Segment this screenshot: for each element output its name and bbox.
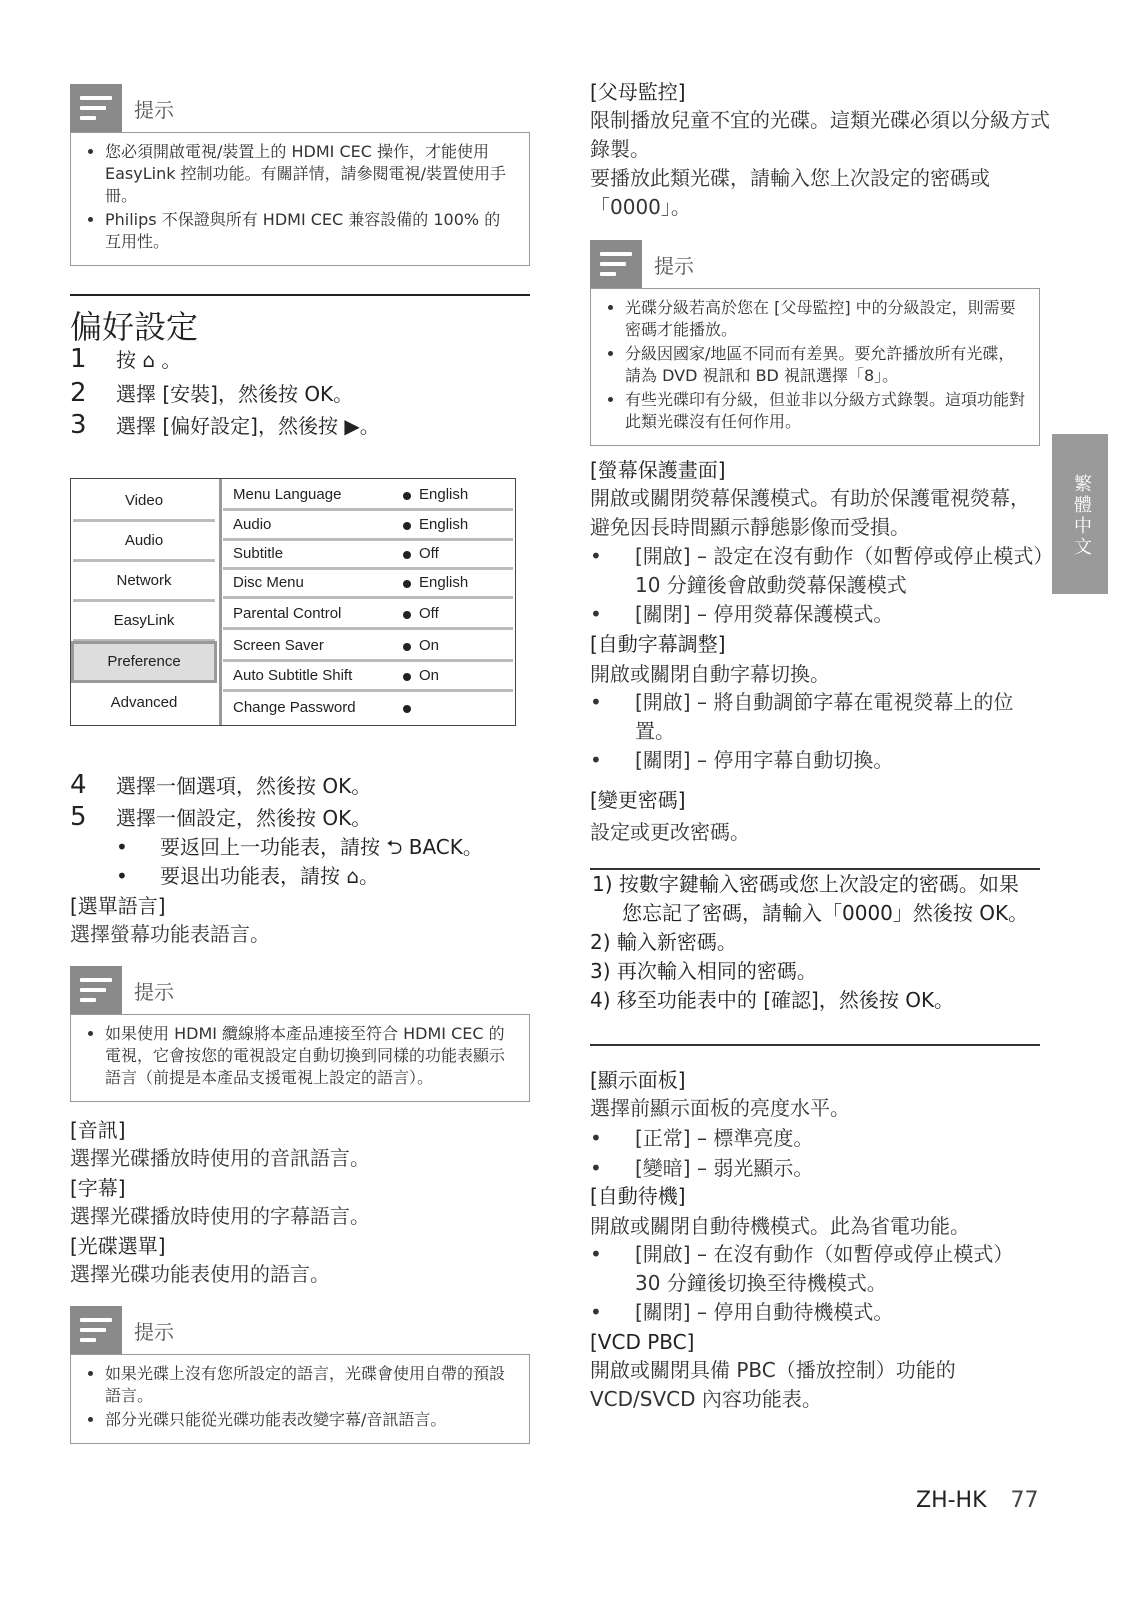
autosub-on: • [開啟] – 將自動調節字幕在電視熒幕上的位置。 bbox=[635, 688, 1025, 746]
language-side-tab: 繁體中文 bbox=[1052, 434, 1108, 594]
note-icon bbox=[70, 1306, 122, 1354]
menu-tabs bbox=[71, 479, 222, 725]
note-icon bbox=[70, 84, 122, 132]
vcd-desc: 開啟或關閉具備 PBC（播放控制）功能的 VCD/SVCD 內容功能表。 bbox=[590, 1358, 956, 1411]
sub-bullet: • 要返回上一功能表，請按 ⮌ BACK。 bbox=[160, 833, 483, 861]
step-4: 4 選擇一個選項，然後按 OK。 bbox=[70, 770, 372, 800]
standby-off: • [關閉] – 停用自動待機模式。 bbox=[635, 1298, 1050, 1327]
note-box-2 bbox=[70, 966, 530, 1102]
screensaver-title: [螢幕保護畫面] bbox=[590, 458, 726, 482]
menu-language-title: [選單語言] bbox=[70, 894, 166, 918]
menu-row[interactable]: Disc Menu English bbox=[223, 569, 513, 599]
settings-menu bbox=[70, 478, 516, 726]
menu-row[interactable]: Menu Language English bbox=[223, 481, 513, 511]
disc-menu-title: [光碟選單] bbox=[70, 1234, 166, 1258]
menu-tab-preference[interactable]: Preference bbox=[71, 641, 217, 683]
note-icon bbox=[590, 240, 642, 288]
note-item: • 有些光碟印有分級，但並非以分級方式錄製。這項功能對此類光碟沒有任何作用。 bbox=[625, 389, 1025, 433]
vcd-title: [VCD PBC] bbox=[590, 1330, 695, 1354]
display-title: [顯示面板] bbox=[590, 1068, 686, 1092]
step-2: 2 選擇 [安裝]，然後按 OK。 bbox=[70, 378, 354, 408]
menu-language-desc: 選擇螢幕功能表語言。 bbox=[70, 922, 270, 946]
changepw-step: 2) 輸入新密碼。 bbox=[590, 930, 737, 954]
autosub-off: • [關閉] – 停用字幕自動切換。 bbox=[635, 746, 1050, 775]
menu-row[interactable]: Audio English bbox=[223, 511, 513, 541]
audio-desc: 選擇光碟播放時使用的音訊語言。 bbox=[70, 1146, 370, 1170]
menu-row[interactable]: Parental Control Off bbox=[223, 600, 513, 630]
note-box-4 bbox=[590, 240, 1040, 446]
menu-row[interactable]: Auto Subtitle Shift On bbox=[223, 662, 513, 692]
subtitle-desc: 選擇光碟播放時使用的字幕語言。 bbox=[70, 1204, 370, 1228]
changepw-step: 1) 按數字鍵輸入密碼或您上次設定的密碼。如果您忘記了密碼，請輸入「0000」然後按 OK。 bbox=[592, 872, 1029, 925]
display-dim: • [變暗] – 弱光顯示。 bbox=[635, 1154, 1050, 1183]
screensaver-off: • [關閉] – 停用熒幕保護模式。 bbox=[635, 600, 1050, 629]
standby-desc: 開啟或關閉自動待機模式。此為省電功能。 bbox=[590, 1214, 970, 1238]
audio-title: [音訊] bbox=[70, 1118, 126, 1142]
parental-desc-1: 限制播放兒童不宜的光碟。這類光碟必須以分級方式錄製。 bbox=[590, 108, 1050, 161]
sub-bullet: • 要退出功能表，請按 ⌂。 bbox=[160, 862, 379, 890]
note-item: • 如果光碟上沒有您所設定的語言，光碟會使用自帶的預設語言。 bbox=[105, 1363, 515, 1407]
changepw-steps bbox=[590, 870, 1030, 1015]
note-label: 提示 bbox=[134, 1320, 174, 1344]
standby-on: • [開啟] – 在沒有動作（如暫停或停止模式）30 分鐘後切換至待機模式。 bbox=[635, 1240, 1015, 1298]
parental-desc-2: 要播放此類光碟，請輸入您上次設定的密碼或「0000」。 bbox=[590, 166, 990, 219]
screensaver-desc: 開啟或關閉熒幕保護模式。有助於保護電視熒幕，避免因長時間顯示靜態影像而受損。 bbox=[590, 486, 1030, 539]
autosub-desc: 開啟或關閉自動字幕切換。 bbox=[590, 662, 830, 686]
menu-row[interactable]: Subtitle Off bbox=[223, 540, 513, 570]
page-footer bbox=[916, 1488, 1039, 1513]
menu-tab-network[interactable]: Network bbox=[73, 563, 215, 602]
screensaver-on: • [開啟] – 設定在沒有動作（如暫停或停止模式）10 分鐘後會啟動熒幕保護模式 bbox=[635, 542, 1050, 600]
menu-tab-audio[interactable]: Audio bbox=[73, 523, 215, 562]
note-box-3 bbox=[70, 1306, 530, 1444]
note-icon bbox=[70, 966, 122, 1014]
note-item: • 您必須開啟電視/裝置上的 HDMI CEC 操作，才能使用 EasyLink 控制功能。有關詳情，請參閱電視/裝置使用手冊。 bbox=[105, 141, 515, 207]
disc-menu-desc: 選擇光碟功能表使用的語言。 bbox=[70, 1262, 330, 1286]
note-item: • 部分光碟只能從光碟功能表改變字幕/音訊語言。 bbox=[105, 1409, 515, 1431]
note-item: • 如果使用 HDMI 纜線將本產品連接至符合 HDMI CEC 的電視，它會按您的電視設定自動切換到同樣的功能表顯示語言（前提是本產品支援電視上設定的語言）。 bbox=[105, 1023, 515, 1089]
menu-tab-video[interactable]: Video bbox=[73, 483, 215, 522]
parental-title: [父母監控] bbox=[590, 80, 686, 104]
note-item: • Philips 不保證與所有 HDMI CEC 兼容設備的 100% 的互用性。 bbox=[105, 209, 515, 253]
note-box-1 bbox=[70, 84, 530, 266]
autosub-title: [自動字幕調整] bbox=[590, 632, 726, 656]
note-label: 提示 bbox=[134, 98, 174, 122]
step-3: 3 選擇 [偏好設定]，然後按 ▶。 bbox=[70, 410, 380, 440]
changepw-step: 4) 移至功能表中的 [確認]，然後按 OK。 bbox=[590, 988, 955, 1012]
note-label: 提示 bbox=[134, 980, 174, 1004]
changepw-desc: 設定或更改密碼。 bbox=[590, 820, 750, 844]
changepw-title: [變更密碼] bbox=[590, 788, 686, 812]
note-item: • 光碟分級若高於您在 [父母監控] 中的分級設定，則需要密碼才能播放。 bbox=[625, 297, 1025, 341]
page-number: 77 bbox=[1010, 1488, 1039, 1513]
menu-tab-advanced[interactable]: Advanced bbox=[110, 694, 178, 711]
footer-lang: ZH-HK bbox=[916, 1488, 987, 1513]
standby-title: [自動待機] bbox=[590, 1184, 686, 1208]
display-desc: 選擇前顯示面板的亮度水平。 bbox=[590, 1096, 850, 1120]
section-title: 偏好設定 bbox=[70, 294, 530, 348]
step-5: 5 選擇一個設定，然後按 OK。 bbox=[70, 802, 372, 832]
display-normal: • [正常] – 標準亮度。 bbox=[635, 1124, 1050, 1153]
menu-tab-easylink[interactable]: EasyLink bbox=[73, 603, 215, 642]
menu-row[interactable]: Change Password bbox=[223, 694, 513, 721]
subtitle-title: [字幕] bbox=[70, 1176, 126, 1200]
note-item: • 分級因國家/地區不同而有差異。要允許播放所有光碟，請為 DVD 視訊和 BD 視訊選擇「8」。 bbox=[625, 343, 1025, 387]
divider bbox=[590, 1044, 1040, 1046]
menu-row[interactable]: Screen Saver On bbox=[223, 632, 513, 662]
step-1: 1 按 ⌂ 。 bbox=[70, 344, 182, 374]
changepw-step: 3) 再次輸入相同的密碼。 bbox=[590, 959, 817, 983]
note-label: 提示 bbox=[654, 254, 694, 278]
